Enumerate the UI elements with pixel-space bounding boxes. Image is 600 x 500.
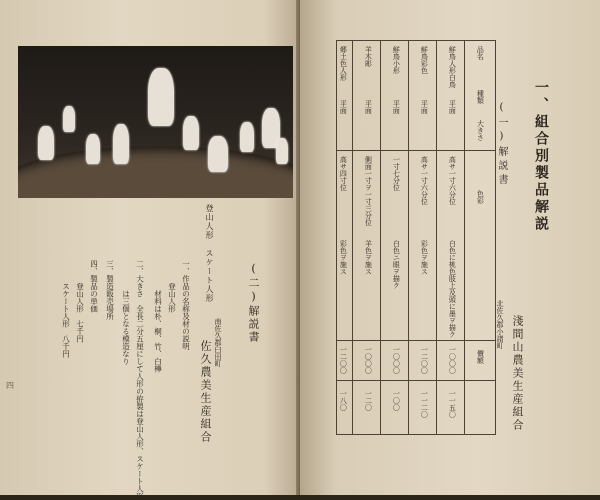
table-cell: 一八〇	[339, 390, 348, 411]
list-item: 一、作品の名称及材の説明	[181, 260, 191, 350]
page-number: 四	[6, 381, 14, 390]
table-cell: 鮮鳥彩色	[420, 46, 429, 74]
table-border	[336, 40, 496, 41]
doll-figure	[38, 126, 54, 160]
list-item: スケート人形 八千円	[61, 260, 71, 358]
table-header: 大きさ	[476, 120, 485, 141]
doll-figure	[63, 106, 75, 132]
table-rule	[464, 40, 465, 435]
list-item: 四、製品の単価	[89, 260, 99, 313]
doll-figure	[183, 116, 199, 150]
table-rule	[352, 40, 353, 435]
doll-figure	[148, 68, 174, 126]
table-cell: 羊色ヲ施ス	[364, 240, 373, 275]
list-item: 材料は朴、桐、竹、白樺	[153, 260, 163, 373]
doll-figure	[240, 122, 254, 152]
table-cell: 平面	[392, 100, 401, 114]
table-border	[336, 434, 496, 435]
table-cell: 一一二〇	[420, 390, 429, 418]
photo-table	[18, 146, 293, 198]
table-border	[336, 40, 337, 435]
table-cell: 彩色ヲ施ス	[420, 240, 429, 275]
subtitle: (一)解説書	[496, 102, 507, 188]
product-table	[336, 40, 496, 435]
table-rule	[336, 150, 496, 151]
table-cell: 一〇〇〇	[364, 346, 373, 374]
table-cell: 郷土色人形	[339, 46, 348, 81]
table-cell: 平面	[420, 100, 429, 114]
table-cell: 白色ニ眼ヲ描ク	[392, 240, 401, 289]
table-rule	[436, 40, 437, 435]
company-name: 佐久農美生産組合	[199, 340, 212, 444]
table-cell: 白色に桃色肢上及頭に墨ヲ描ク	[448, 240, 457, 338]
table-cell: 高サ一寸六分位	[448, 156, 457, 205]
table-header: 價額	[476, 350, 485, 364]
table-cell: 鮮鳥人形白鳥	[448, 46, 457, 88]
doll-figure	[113, 124, 129, 164]
table-cell: 一〇〇〇	[448, 346, 457, 374]
table-rule	[380, 40, 381, 435]
table-cell: 彩色ヲ施ス	[339, 240, 348, 275]
list-item: 三、製造販売場所	[105, 260, 115, 320]
company-sub: 南佐久郡臼田町	[214, 318, 222, 367]
table-rule	[336, 340, 496, 341]
table-cell: 羊木彫	[364, 46, 373, 67]
doll-figure	[276, 138, 288, 164]
table-cell: 高サ四寸位	[339, 156, 348, 191]
table-cell: 側面一寸ヲ一寸三分位	[364, 156, 373, 226]
table-cell: 平面	[339, 100, 348, 114]
table-cell: 一寸七分位	[392, 156, 401, 191]
list-item: 登山人形	[167, 260, 177, 313]
table-cell: 平面	[448, 100, 457, 114]
table-cell: 平面	[364, 100, 373, 114]
photo-caption: 登山人形 スケート人形	[205, 204, 214, 303]
table-rule	[336, 380, 496, 381]
table-border	[495, 40, 496, 435]
table-header: 品名	[476, 46, 485, 60]
section-title: (二)解説書	[247, 262, 260, 344]
table-header: 色彩	[476, 190, 485, 204]
list-item: 登山人形 七千円	[75, 260, 85, 343]
org-sub: 北佐久郡小諸町	[496, 300, 504, 349]
table-cell: 一〇〇	[392, 390, 401, 411]
figure-photo	[18, 46, 293, 198]
table-cell: 一二〇〇	[420, 346, 429, 374]
table-rule	[408, 40, 409, 435]
table-cell: 高サ一寸六分位	[420, 156, 429, 205]
table-cell: 鮮鳥小形	[392, 46, 401, 74]
main-title: 一、組合別製品解説	[533, 80, 549, 233]
org-name: 淺間山農美生産組合	[511, 315, 524, 432]
table-cell: 一二〇〇	[339, 346, 348, 374]
list-item: 二、大きさ 全長二分五厘にして人形の拵製は登山人形、スケート人形	[135, 260, 145, 500]
doll-figure	[208, 136, 228, 172]
table-cell: 一二〇	[364, 390, 373, 411]
table-cell: 一〇〇〇	[392, 346, 401, 374]
table-header: 種類	[476, 90, 485, 104]
doll-figure	[86, 134, 100, 164]
table-cell: 一一五〇	[448, 390, 457, 418]
list-item: は三個となる模造なり	[121, 260, 131, 365]
